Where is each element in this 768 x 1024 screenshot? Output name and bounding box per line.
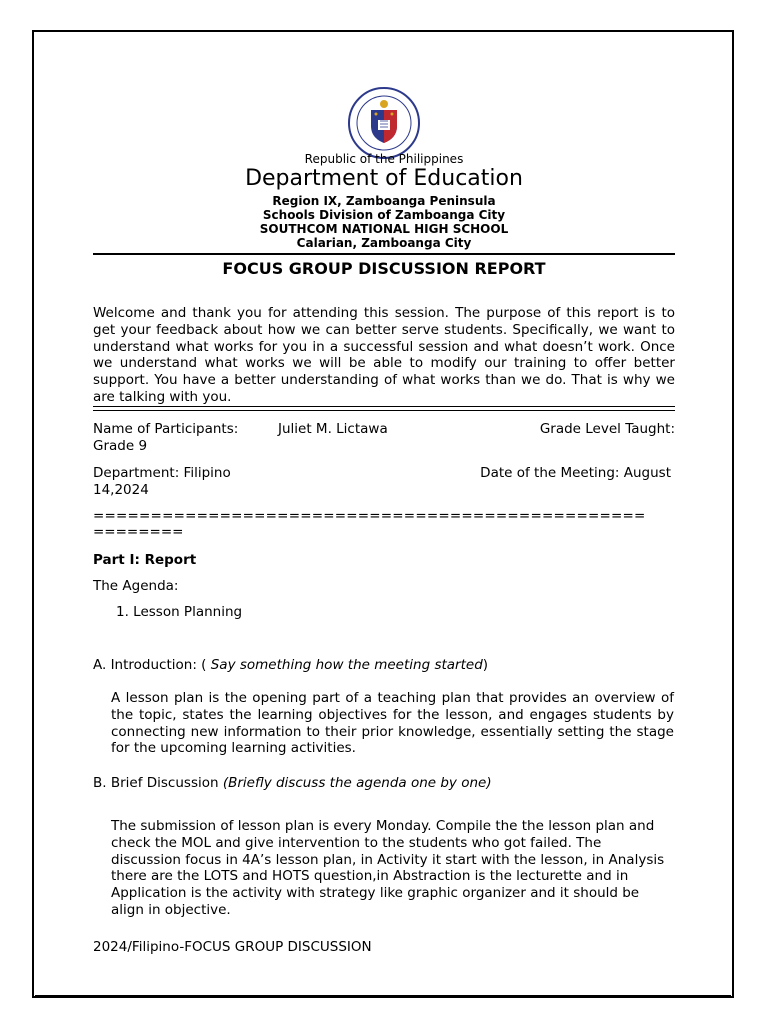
discussion-label: B. Brief Discussion [93, 775, 223, 791]
participants-label: Name of Participants: [93, 421, 239, 437]
agenda-label: The Agenda: [93, 578, 179, 594]
republic-line: Republic of the Philippines [304, 152, 464, 166]
discussion-heading [93, 775, 492, 791]
separator-line-2: ======== [93, 524, 184, 540]
double-rule [93, 406, 675, 411]
intro-close: ) [482, 657, 489, 673]
report-title: FOCUS GROUP DISCUSSION REPORT [222, 259, 546, 278]
date-value: 14,2024 [93, 482, 149, 498]
grade-label: Grade Level Taught: [539, 421, 675, 437]
intro-label: A. Introduction: ( [93, 657, 211, 673]
discussion-body: The submission of lesson plan is every Monday. Compile the the lesson plan and check the MOL and give intervention to the students who got failed. The discussion focus in 4A’s lesson plan, in Activity it start with the lesson, in Analysis there are the LOTS and HOTS question,in Abstraction is the lecturette and in Application is the activity with strategy like graphic organizer and it should be align in objective. [111, 818, 665, 918]
school-line: SOUTHCOM NATIONAL HIGH SCHOOL [259, 222, 509, 236]
department-title: Department of Education [245, 166, 523, 191]
date-label: Date of the Meeting: August [480, 465, 671, 481]
discussion-hint: (Briefly discuss the agenda one by one) [222, 775, 492, 791]
intro-body: A lesson plan is the opening part of a teaching plan that provides an overview of the topic, states the learning objectives for the lesson, and engages students by connecting new information to their prior knowledge, essentially setting the stage for the upcoming learning activities. [111, 690, 674, 757]
footer-text: 2024/Filipino-FOCUS GROUP DISCUSSION [93, 939, 372, 955]
participants-value: Juliet M. Lictawa [278, 421, 388, 437]
deped-seal-icon [347, 86, 421, 160]
division-line: Schools Division of Zamboanga City [262, 208, 506, 222]
part1-heading: Part I: Report [93, 552, 197, 568]
separator-line-1: ================================================ [93, 508, 646, 524]
region-line: Region IX, Zamboanga Peninsula [272, 194, 496, 208]
intro-hint: Say something how the meeting started [210, 657, 483, 673]
agenda-item: 1. Lesson Planning [116, 604, 243, 620]
intro-heading [93, 657, 488, 673]
department-label: Department: Filipino [93, 465, 231, 481]
grade-value: Grade 9 [93, 438, 148, 454]
header-rule [93, 253, 675, 255]
location-line: Calarian, Zamboanga City [296, 236, 472, 250]
welcome-paragraph: Welcome and thank you for attending this session. The purpose of this report is to get your feedback about how we can better serve students. Specifically, we want to understand what works for you in a successful session and what doesn’t work. Once we understand what works we will be able to modify our training to offer better support. You have a better understanding of what works than we do. That is why we are talking with you. [93, 305, 675, 405]
